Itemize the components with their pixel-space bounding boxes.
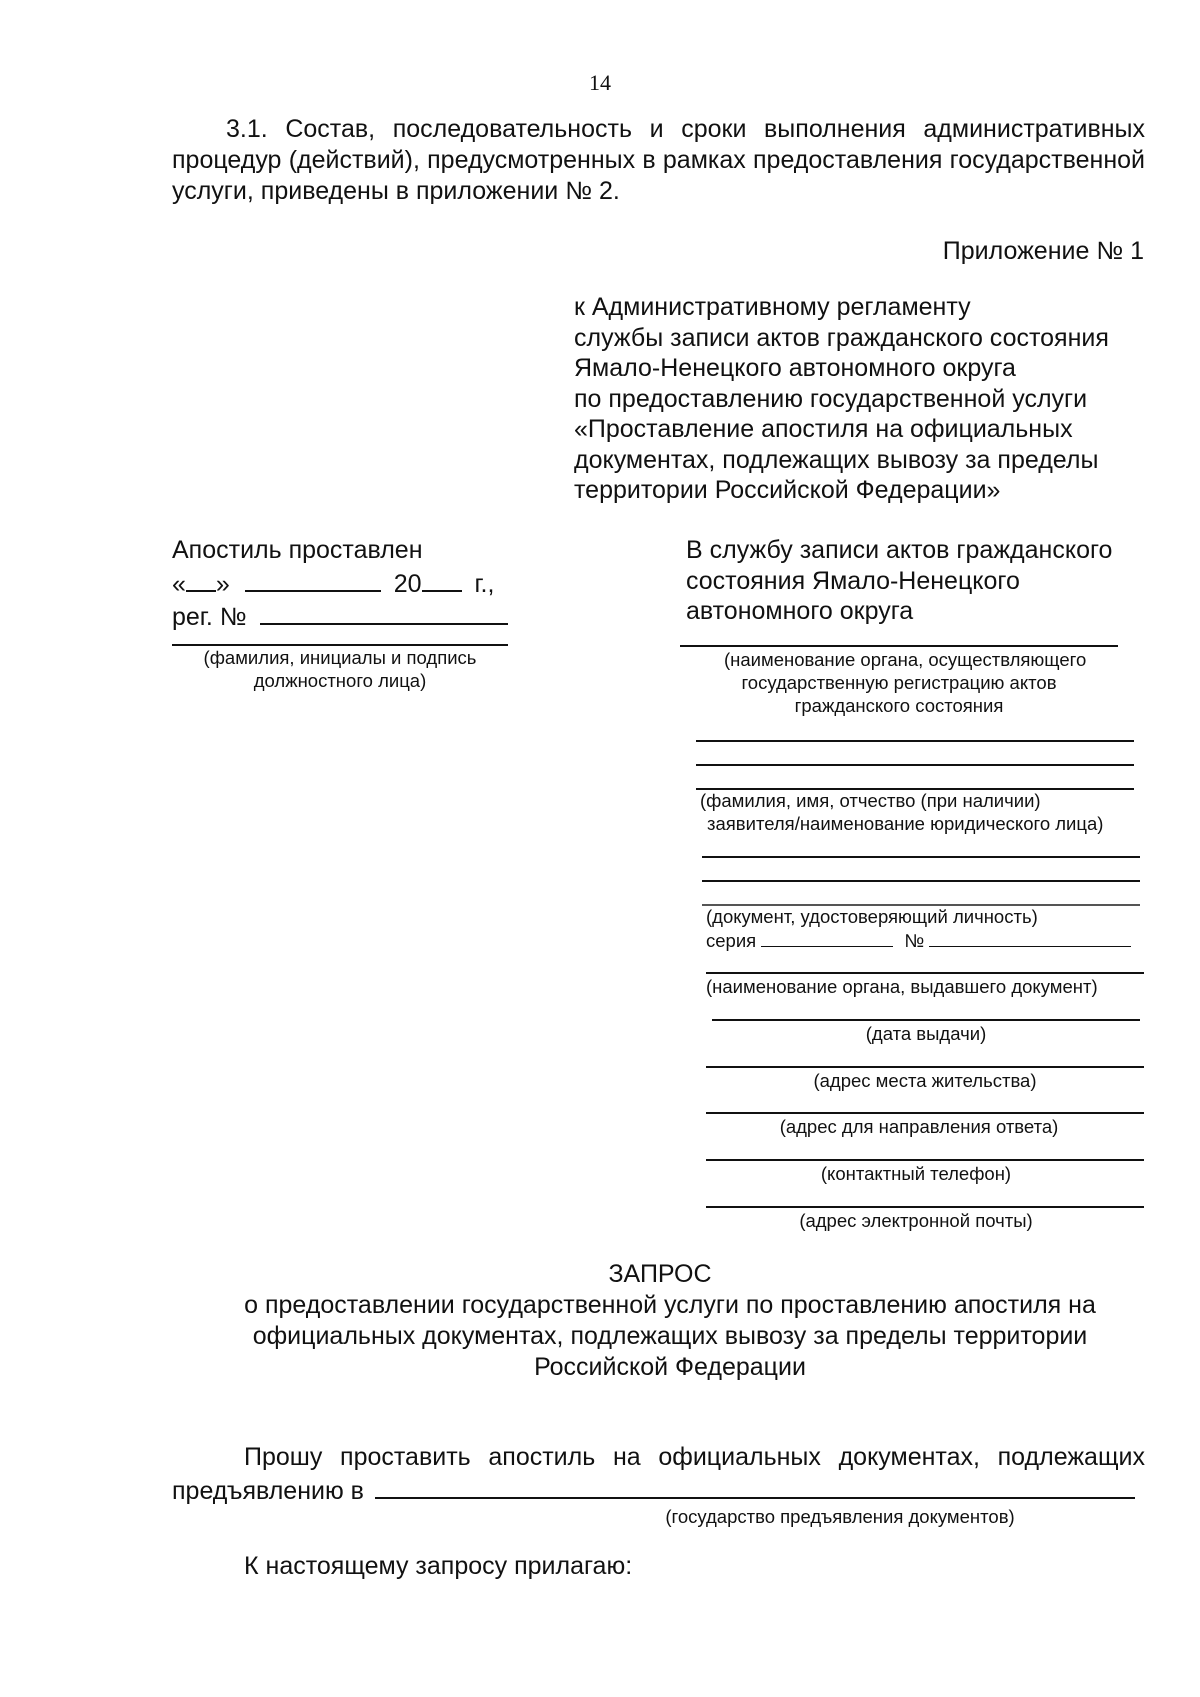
issue-date-line[interactable] (712, 1019, 1140, 1021)
issuer-line[interactable] (706, 972, 1144, 974)
reglament-line: Ямало-Ненецкого автономного округа (574, 354, 1016, 382)
series-number-row: серия № (706, 928, 1131, 952)
organ-name-line[interactable] (680, 645, 1118, 647)
residence-caption: (адрес места жительства) (813, 1070, 1037, 1091)
request-subtitle: о предоставлении государственной услуги по проставлению апостиля на официальных документах, подлежащих вывозу за пределы территории Российской Федерации (244, 1291, 1096, 1381)
official-signature-caption: (фамилия, инициалы и подпись должностного лица) (203, 647, 477, 691)
attachments-label: К настоящему запросу прилагаю: (244, 1552, 633, 1580)
series-field[interactable] (761, 928, 893, 947)
apostil-block (172, 535, 508, 633)
phone-caption: (контактный телефон) (820, 1163, 1012, 1184)
issuer-caption: (наименование органа, выдавшего документ) (706, 976, 1098, 997)
applicant-caption: (фамилия, имя, отчество (при наличии) заявителя/наименование юридического лица) (700, 790, 1104, 834)
recipient-line: автономного округа (686, 597, 914, 625)
country-caption: (государство предъявления документов) (665, 1506, 1015, 1527)
reglament-line: «Проставление апостиля на официальных (574, 415, 1073, 443)
apostil-reg-row: рег. № (172, 599, 508, 633)
recipient-line: состояния Ямало-Ненецкого (686, 566, 1020, 595)
email-line[interactable] (706, 1206, 1144, 1208)
recipient-line: В службу записи актов гражданского (686, 536, 1113, 564)
number-field[interactable] (929, 928, 1131, 947)
residence-line[interactable] (706, 1066, 1144, 1068)
reglament-line: территории Российской Федерации» (574, 476, 1001, 504)
day-field[interactable] (186, 566, 216, 592)
reg-number-field[interactable] (260, 599, 508, 625)
email-caption: (адрес электронной почты) (799, 1210, 1033, 1231)
reply-address-line[interactable] (706, 1112, 1144, 1114)
applicant-line-1[interactable] (696, 740, 1134, 742)
reglament-line: документах, подлежащих вывозу за пределы (574, 445, 1099, 474)
request-body-line1: Прошу проставить апостиль на официальных документах, подлежащих (244, 1443, 1145, 1471)
reglament-reference (574, 292, 1109, 506)
reglament-line: по предоставлению государственной услуги (574, 384, 1088, 413)
country-field[interactable] (375, 1473, 1135, 1499)
recipient-block (686, 535, 1112, 627)
issue-date-caption: (дата выдачи) (865, 1023, 987, 1044)
paragraph-3-1: 3.1. Состав, последовательность и сроки выполнения административных процедур (действий), предусмотренных в рамках предоставления государственной услуги, приведены в приложении № 2. (172, 115, 1145, 205)
apostil-title: Апостиль проставлен (172, 536, 423, 564)
reply-address-caption: (адрес для направления ответа) (779, 1116, 1059, 1137)
request-body (172, 1442, 1145, 1507)
request-body-line2: предъявлению в (172, 1473, 1145, 1507)
appendix-label: Приложение № 1 (942, 237, 1144, 265)
organ-caption: (наименование органа, осуществляющего государственную регистрацию актов гражданского состояния (724, 649, 1087, 716)
apostil-date-row: « » 20 г., (172, 566, 508, 600)
id-document-line-2[interactable] (702, 880, 1140, 882)
page-number: 14 (589, 70, 611, 95)
request-title: ЗАПРОС (608, 1260, 712, 1288)
id-document-line-1[interactable] (702, 856, 1140, 858)
reglament-line: к Административному регламенту (574, 293, 971, 321)
reglament-line: службы записи актов гражданского состояния (574, 323, 1109, 352)
applicant-line-2[interactable] (696, 764, 1134, 766)
year-field[interactable] (422, 566, 462, 592)
month-field[interactable] (245, 566, 381, 592)
id-document-caption: (документ, удостоверяющий личность) (706, 906, 1038, 927)
phone-line[interactable] (706, 1159, 1144, 1161)
